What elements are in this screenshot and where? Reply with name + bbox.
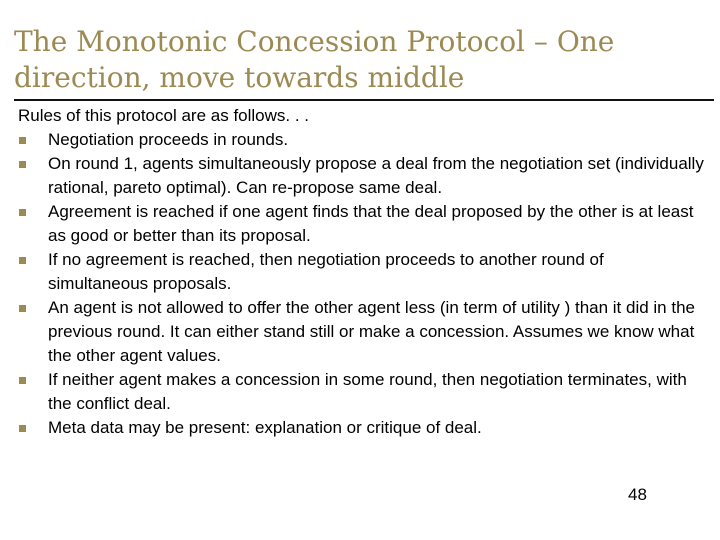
page-number: 48 xyxy=(628,485,647,504)
square-bullet-icon xyxy=(19,425,26,432)
list-item xyxy=(18,416,708,440)
rules-list xyxy=(18,128,708,440)
list-item xyxy=(18,200,708,248)
list-item-text: An agent is not allowed to offer the other agent less (in term of utility ) than it did in the previous round. It can either stand still or make a concession. Assumes we know what the other agent values. xyxy=(48,298,695,365)
square-bullet-icon xyxy=(19,257,26,264)
list-item xyxy=(18,368,708,416)
list-item-text: Meta data may be present: explanation or critique of deal. xyxy=(48,418,482,437)
title-box xyxy=(14,24,714,101)
square-bullet-icon xyxy=(19,377,26,384)
list-item xyxy=(18,248,708,296)
list-item xyxy=(18,128,708,152)
list-item-text: If neither agent makes a concession in some round, then negotiation terminates, with the conflict deal. xyxy=(48,370,687,413)
slide-body xyxy=(18,104,708,440)
intro-text: Rules of this protocol are as follows. . . xyxy=(18,106,310,125)
slide-title: The Monotonic Concession Protocol – One direction, move towards middle xyxy=(14,25,615,94)
square-bullet-icon xyxy=(19,209,26,216)
list-item-text: If no agreement is reached, then negotiation proceeds to another round of simultaneous proposals. xyxy=(48,250,604,293)
list-item xyxy=(18,296,708,368)
list-item-text: On round 1, agents simultaneously propose a deal from the negotiation set (individually rational, pareto optimal). Can re-propose same deal. xyxy=(48,154,704,197)
square-bullet-icon xyxy=(19,137,26,144)
square-bullet-icon xyxy=(19,161,26,168)
square-bullet-icon xyxy=(19,305,26,312)
list-item-text: Negotiation proceeds in rounds. xyxy=(48,130,289,149)
list-item-text: Agreement is reached if one agent finds that the deal proposed by the other is at least as good or better than its proposal. xyxy=(48,202,694,245)
list-item xyxy=(18,152,708,200)
